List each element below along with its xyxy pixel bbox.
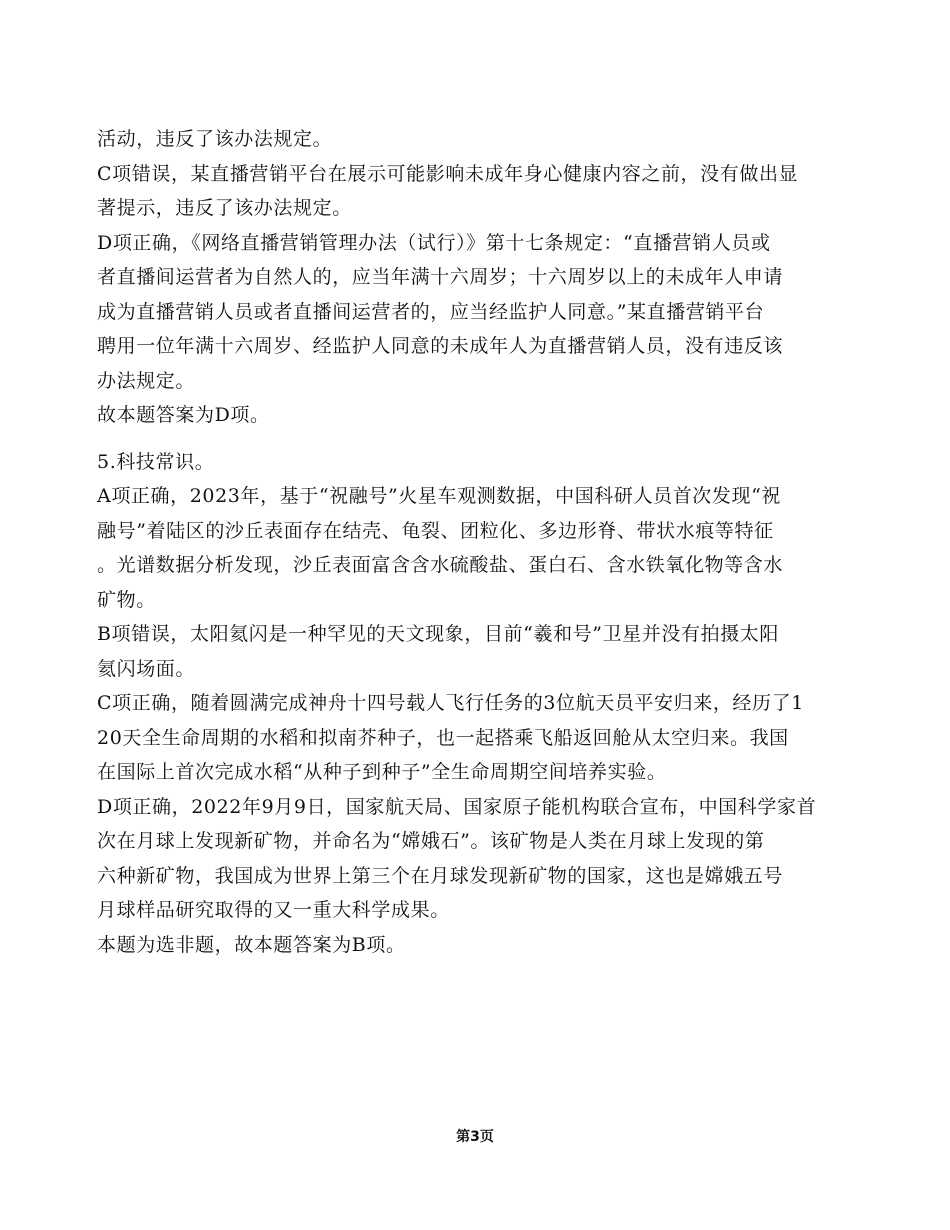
document-body <box>97 122 867 962</box>
text-line: 办法规定。 <box>97 369 196 392</box>
text-line: B项错误，太阳氦闪是一种罕见的天文现象，目前“羲和号”卫星并没有拍摄太阳 <box>97 623 779 645</box>
text-line: C项错误，某直播营销平台在展示可能影响未成年身心健康内容之前，没有做出显 <box>97 162 799 185</box>
answer-line: 故本题答案为D项。 <box>97 404 270 426</box>
text-line: 20天全生命周期的水稻和拟南芥种子，也一起搭乘飞船返回舱从太空归来。我国 <box>97 726 789 749</box>
text-line: 氦闪场面。 <box>97 657 196 680</box>
text-line: 者直播间运营者为自然人的，应当年满十六周岁；十六周岁以上的未成年人申请 <box>97 266 784 288</box>
text-line: 成为直播营销人员或者直播间运营者的，应当经监护人同意。”某直播营销平台 <box>97 300 765 323</box>
text-line: 矿物。 <box>97 588 156 611</box>
page-number: 第3页 <box>456 1129 494 1145</box>
text-line: 次在月球上发现新矿物，并命名为“嫦娥石”。该矿物是人类在月球上发现的第 <box>97 830 765 852</box>
text-line: 融号”着陆区的沙丘表面存在结壳、龟裂、团粒化、多边形脊、带状水痕等特征 <box>97 519 774 542</box>
text-line: C项正确，随着圆满完成神舟十四号载人飞行任务的3位航天员平安归来，经历了1 <box>97 692 804 714</box>
text-line: 聘用一位年满十六周岁、经监护人同意的未成年人为直播营销人员，没有违反该 <box>97 335 784 357</box>
text-line: 著提示，违反了该办法规定。 <box>97 197 352 219</box>
text-line: 。光谱数据分析发现，沙丘表面富含含水硫酸盐、蛋白石、含水铁氧化物等含水 <box>97 554 784 576</box>
text-line: 月球样品研究取得的又一重大科学成果。 <box>97 899 450 921</box>
text-line: D项正确，2022年9月9日，国家航天局、国家原子能机构联合宣布，中国科学家首 <box>97 795 817 818</box>
text-line: D项正确，《网络直播营销管理办法（试行）》第十七条规定：“直播营销人员或 <box>97 231 771 254</box>
text-line: 六种新矿物，我国成为世界上第三个在月球发现新矿物的国家，这也是嫦娥五号 <box>97 864 784 887</box>
section-gap <box>97 433 867 445</box>
answer-line: 本题为选非题，故本题答案为B项。 <box>97 933 406 956</box>
text-line: 活动，违反了该办法规定。 <box>97 128 333 150</box>
section-heading: 5.科技常识。 <box>97 450 215 473</box>
text-line: 在国际上首次完成水稻“从种子到种子”全生命周期空间培养实验。 <box>97 761 667 783</box>
text-line: A项正确，2023年，基于“祝融号”火星车观测数据，中国科研人员首次发现“祝 <box>97 485 782 507</box>
